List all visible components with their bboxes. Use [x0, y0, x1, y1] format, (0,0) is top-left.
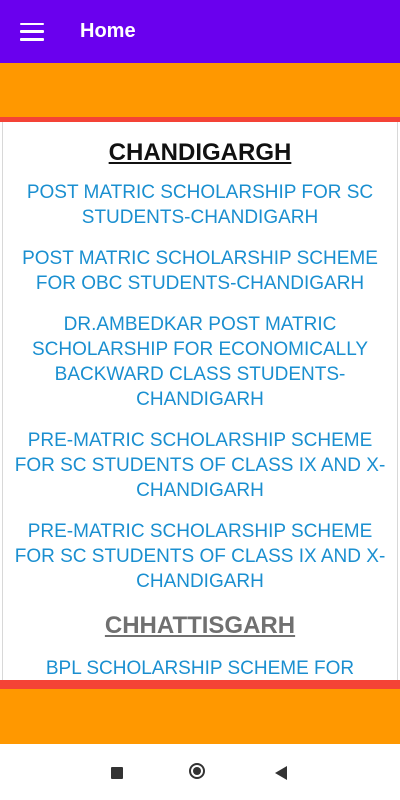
top-banner	[0, 63, 400, 117]
scheme-link[interactable]: PRE-MATRIC SCHOLARSHIP SCHEME FOR SC STUDENTS OF CLASS IX AND X-CHANDIGARH	[14, 430, 386, 501]
square-recents-icon[interactable]	[111, 767, 123, 779]
state-heading-chandigarh: CHANDIGARGH	[108, 139, 292, 166]
scheme-link[interactable]: POST MATRIC SCHOLARSHIP FOR SC STUDENTS-CHANDIGARH	[26, 182, 374, 228]
bottom-banner-divider	[0, 680, 400, 689]
hamburger-menu-icon[interactable]	[20, 23, 44, 41]
scheme-link[interactable]: POST MATRIC SCHOLARSHIP SCHEME FOR OBC STUDENTS-CHANDIGARH	[22, 248, 378, 294]
app-bar	[0, 0, 400, 63]
menu-line	[20, 38, 44, 41]
menu-line	[20, 23, 44, 26]
scheme-link[interactable]: DR.AMBEDKAR POST MATRIC SCHOLARSHIP FOR ECONOMICALLY BACKWARD CLASS STUDENTS-CHANDIGARH	[31, 314, 369, 410]
system-nav-bar	[0, 744, 400, 800]
scheme-link[interactable]: BPL SCHOLARSHIP SCHEME FOR	[45, 658, 355, 679]
circle-home-icon[interactable]	[189, 763, 205, 779]
app-title: Home	[80, 20, 136, 42]
menu-line	[20, 30, 44, 33]
bottom-banner	[0, 689, 400, 744]
scheme-link[interactable]: PRE-MATRIC SCHOLARSHIP SCHEME FOR SC STUDENTS OF CLASS IX AND X-CHANDIGARH	[14, 521, 386, 592]
triangle-back-icon[interactable]	[275, 766, 287, 780]
scheme-list[interactable]	[2, 122, 398, 680]
state-heading-chhattisgarh: CHHATTISGARH	[104, 612, 296, 639]
